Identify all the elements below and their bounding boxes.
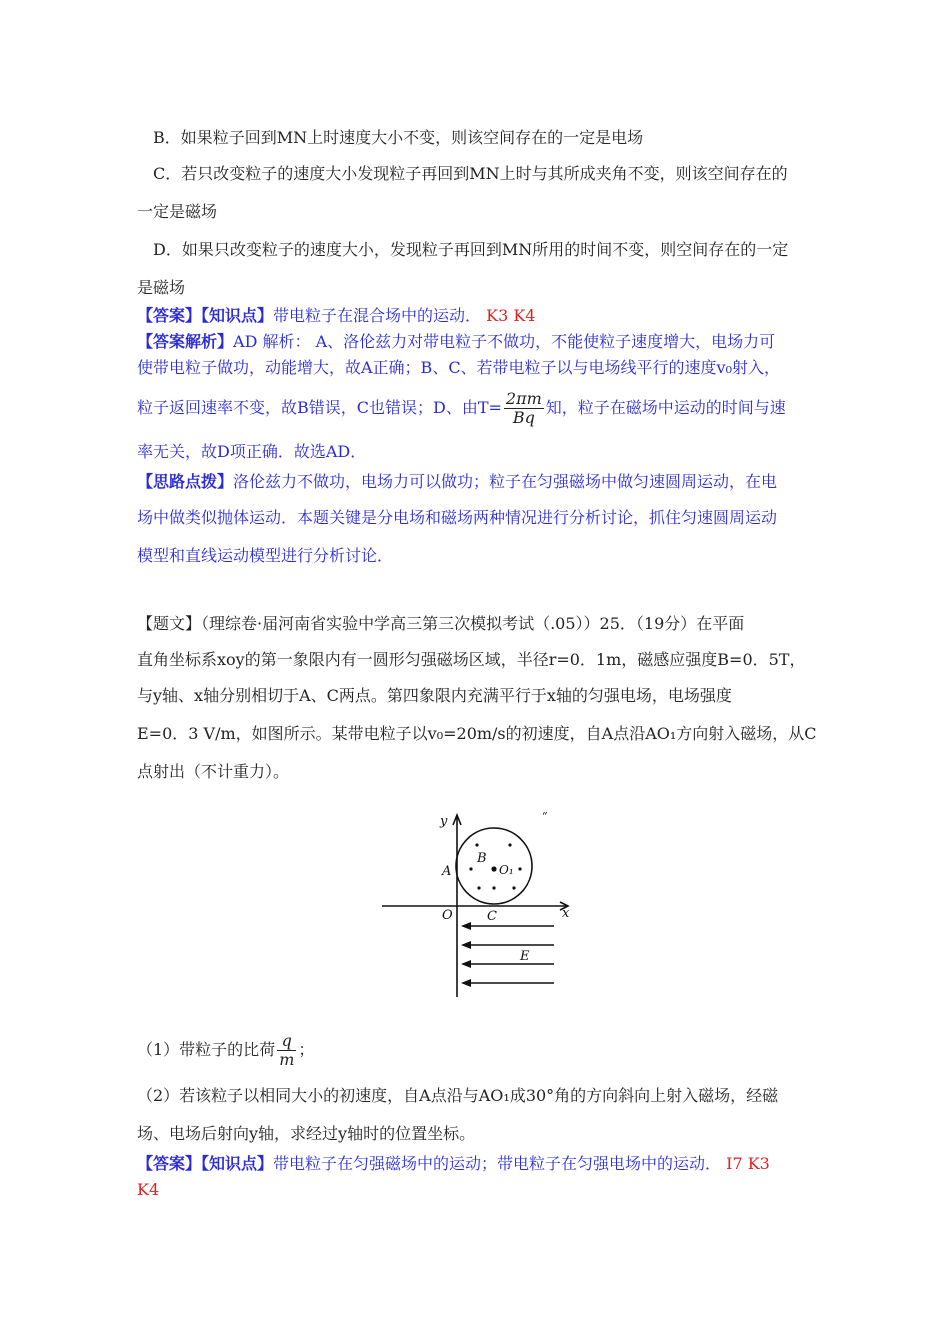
hint-1-line-1: [137, 472, 777, 492]
answer-1-text: 带电粒子在混合场中的运动．: [273, 306, 482, 325]
field-dot: [492, 886, 495, 889]
analysis-1-label: 【答案解析】: [137, 332, 234, 351]
point-a-label: A: [442, 864, 452, 879]
field-dot: [477, 886, 480, 889]
option-d-line-2: 是磁场: [137, 278, 186, 297]
question-2-line-3: 与y轴、x轴分别相切于A、C两点。第四象限内充满平行于x轴的匀强电场，电场强度: [137, 686, 732, 705]
answer-1: [137, 306, 535, 326]
e-field-label: E: [520, 949, 530, 964]
analysis-1-text: AD 解析： A、洛伦兹力对带电粒子不做功，不能使粒子速度增大，电场力可: [233, 332, 776, 351]
center-o1-point: [491, 866, 496, 871]
origin-label: O: [442, 908, 453, 923]
answer-1-codes: K3 K4: [486, 306, 536, 325]
subquestion-1: [137, 1030, 314, 1070]
x-axis-label: x: [562, 906, 570, 921]
answer-2-label: 【答案】【知识点】: [137, 1154, 274, 1173]
hint-1-label: 【思路点拨】: [137, 472, 234, 491]
subquestion-2-line-2: 场、电场后射向y轴，求经过y轴时的位置坐标。: [137, 1124, 476, 1143]
option-c-line-1: C．若只改变粒子的速度大小发现粒子再回到MN上时与其所成夹角不变，则该空间存在的: [153, 164, 788, 183]
analysis-1-line-2: 使带电粒子做功，动能增大，故A正确；B、C、若带电粒子以与电场线平行的速度v₀射入，: [137, 358, 781, 377]
analysis-1-line-3-pre: 粒子返回速率不变，故B错误，C也错误；D、由T=: [137, 398, 502, 417]
field-diagram: [370, 805, 590, 1000]
question-2-line-4: E=0．3 V/m，如图所示。某带电粒子以v₀=20m/s的初速度，自A点沿AO₁方向射入磁场，从C: [137, 724, 817, 743]
center-o1-label: O₁: [499, 863, 514, 877]
point-c-label: C: [487, 909, 497, 924]
point-b-label: B: [477, 851, 487, 866]
field-arrowhead-4: [461, 979, 471, 987]
charge-mass-numerator: q: [277, 1032, 296, 1051]
answer-2-line-1: [137, 1154, 770, 1174]
hint-1-line-2: 场中做类似抛体运动．本题关键是分电场和磁场两种情况进行分析讨论，抓住匀速圆周运动: [137, 508, 778, 527]
field-dot: [508, 843, 511, 846]
period-formula: [504, 390, 544, 427]
subquestion-1-text: （1）带粒子的比荷: [137, 1040, 276, 1059]
analysis-1-line-1: [137, 332, 775, 352]
field-arrowhead-3: [461, 960, 471, 968]
hint-1-line-3: 模型和直线运动模型进行分析讨论．: [137, 546, 394, 565]
analysis-1-line-3-post: 知，粒子在磁场中运动的时间与速: [545, 398, 786, 417]
answer-2-text: 带电粒子在匀强磁场中的运动；带电粒子在匀强电场中的运动．: [273, 1154, 722, 1173]
period-formula-numerator: 2πm: [505, 389, 542, 408]
option-b: B．如果粒子回到MN上时速度大小不变，则该空间存在的一定是电场: [153, 128, 644, 147]
field-arrowhead-1: [461, 922, 471, 930]
hint-1-text: 洛伦兹力不做功，电场力可以做功；粒子在匀强磁场中做匀速圆周运动，在电: [233, 472, 778, 491]
analysis-1-line-4: 率无关，故D项正确．故选AD．: [137, 442, 367, 461]
option-d-line-1: D．如果只改变粒子的速度大小，发现粒子再回到MN所用的时间不变，则空间存在的一定: [153, 240, 789, 259]
answer-2-codes: I7 K3: [726, 1154, 770, 1173]
question-2-line-5: 点射出（不计重力）。: [137, 762, 290, 781]
option-c-line-2: 一定是磁场: [137, 202, 218, 221]
answer-1-label: 【答案】【知识点】: [137, 306, 274, 325]
answer-2-line-2: K4: [137, 1180, 160, 1199]
field-arrowhead-2: [461, 941, 471, 949]
subquestion-2-line-1: （2）若该粒子以相同大小的初速度，自A点沿与AO₁成30°角的方向斜向上射入磁场，经磁: [137, 1086, 779, 1105]
question-2-line-1: 【题文】（理综卷·届河南省实验中学高三第三次模拟考试（.05））25．（19分）在平面: [137, 614, 745, 633]
field-dot: [518, 867, 521, 870]
field-dot: [475, 843, 478, 846]
charge-mass-ratio: [277, 1032, 296, 1069]
corner-mark: “: [542, 810, 548, 823]
field-dot: [512, 886, 515, 889]
field-dot: [469, 867, 472, 870]
y-axis-label: y: [440, 814, 448, 829]
period-formula-denominator: Bq: [512, 408, 535, 427]
magnetic-field-region: [456, 828, 532, 904]
charge-mass-denominator: m: [279, 1050, 295, 1069]
subquestion-1-end: ；: [298, 1040, 315, 1059]
analysis-1-line-3: [137, 386, 786, 430]
question-2-line-2: 直角坐标系xoy的第一象限内有一圆形匀强磁场区域，半径r=0．1m，磁感应强度B=0．5T，: [137, 650, 806, 669]
